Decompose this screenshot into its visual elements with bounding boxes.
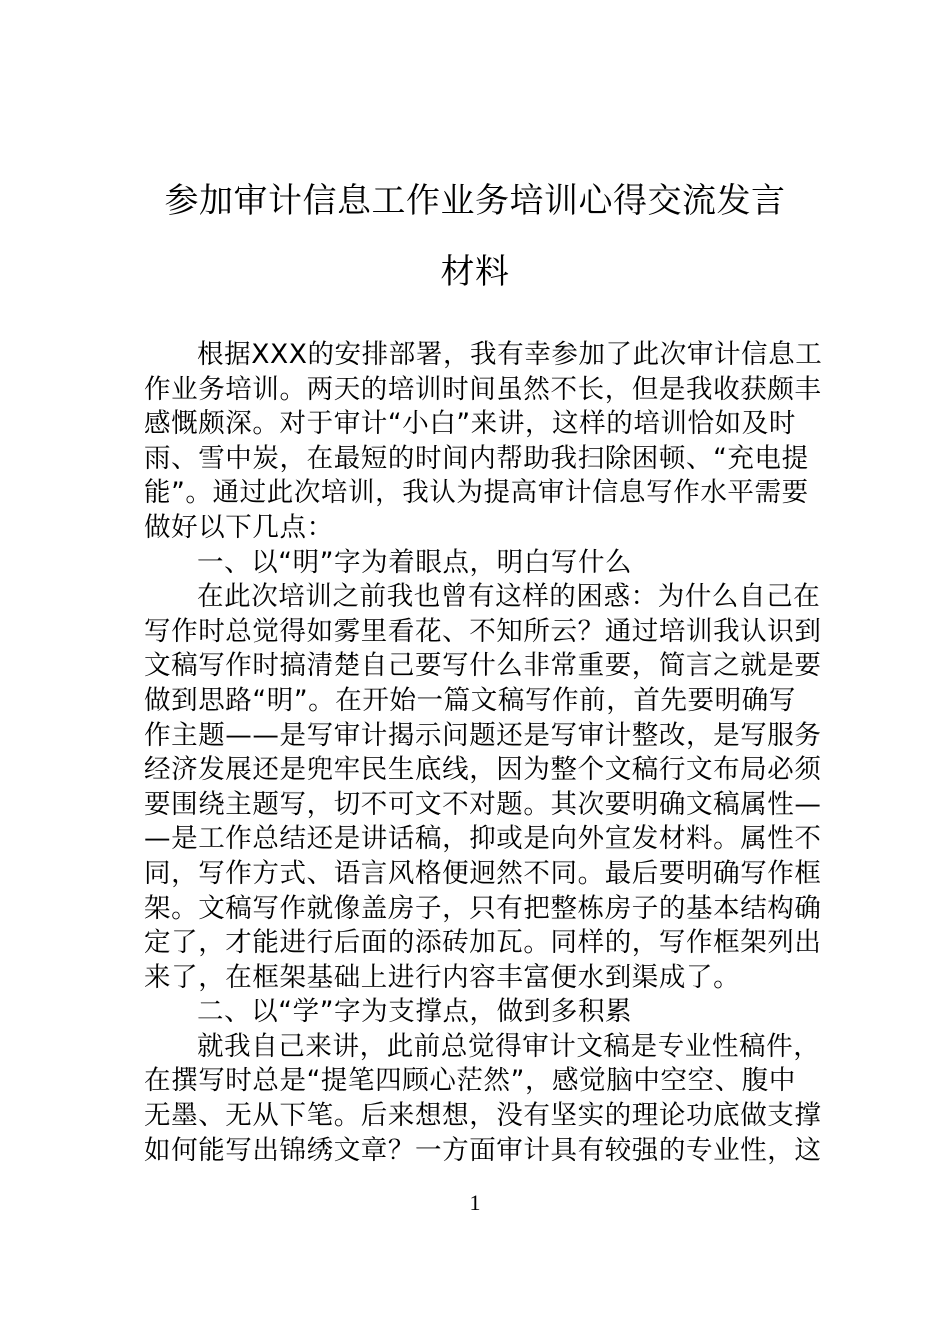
- text-line: 文稿写作时搞清楚自己要写什么非常重要，简言之就是要: [144, 650, 822, 682]
- text-line: 同，写作方式、语言风格便迥然不同。最后要明确写作框: [144, 857, 822, 889]
- text-line: 能”。通过此次培训，我认为提高审计信息写作水平需要: [144, 477, 809, 509]
- text-line: 无墨、无从下笔。后来想想，没有坚实的理论功底做支撑: [144, 1100, 822, 1132]
- text-line: 根据XXX的安排部署，我有幸参加了此次审计信息工: [197, 339, 823, 370]
- text-line: 作业务培训。两天的培训时间虽然不长，但是我收获颇丰: [144, 373, 822, 405]
- text-line: 要围绕主题写，切不可文不对题。其次要明确文稿属性—: [144, 788, 822, 820]
- text-line: 经济发展还是兜牢民生底线，因为整个文稿行文布局必须: [144, 754, 822, 786]
- text-line: 定了，才能进行后面的添砖加瓦。同样的，写作框架列出: [144, 927, 822, 959]
- paragraph: [144, 1030, 822, 1168]
- text-line: 架。文稿写作就像盖房子，只有把整栋房子的基本结构确: [144, 892, 822, 924]
- text-line: 写作时总觉得如雾里看花、不知所云？通过培训我认识到: [144, 615, 822, 647]
- page-number: 1: [469, 1190, 481, 1215]
- text-line: 做好以下几点：: [144, 511, 334, 543]
- text-line: 感慨颇深。对于审计“小白”来讲，这样的培训恰如及时: [144, 408, 796, 440]
- paragraph: [144, 546, 814, 581]
- document-title-line-1: 参加审计信息工作业务培训心得交流发言: [164, 181, 786, 221]
- paragraph: [144, 995, 814, 1030]
- text-line: 在此次培训之前我也曾有这样的困惑：为什么自己在: [197, 581, 821, 613]
- text-line: 一、以“明”字为着眼点，明白写什么: [197, 546, 633, 578]
- text-line: 来了，在框架基础上进行内容丰富便水到渠成了。: [144, 961, 741, 993]
- paragraph: [144, 338, 823, 546]
- text-line: 如何能写出锦绣文章？一方面审计具有较强的专业性，这: [144, 1134, 822, 1166]
- text-line: 做到思路“明”。在开始一篇文稿写作前，首先要明确写: [144, 684, 796, 716]
- document-title-line-2: 材料: [440, 252, 510, 292]
- text-line: 二、以“学”字为支撑点，做到多积累: [197, 996, 633, 1028]
- text-line: 作主题——是写审计揭示问题还是写审计整改，是写服务: [144, 719, 822, 751]
- text-line: 就我自己来讲，此前总觉得审计文稿是专业性稿件，: [197, 1030, 821, 1062]
- paragraph: [144, 580, 822, 995]
- text-line: 在撰写时总是“提笔四顾心茫然”，感觉脑中空空、腹中: [144, 1065, 796, 1097]
- text-line: 雨、雪中炭，在最短的时间内帮助我扫除困顿、“充电提: [144, 442, 809, 474]
- document-body: [144, 338, 823, 1168]
- text-line: —是工作总结还是讲话稿，抑或是向外宣发材料。属性不: [144, 823, 822, 855]
